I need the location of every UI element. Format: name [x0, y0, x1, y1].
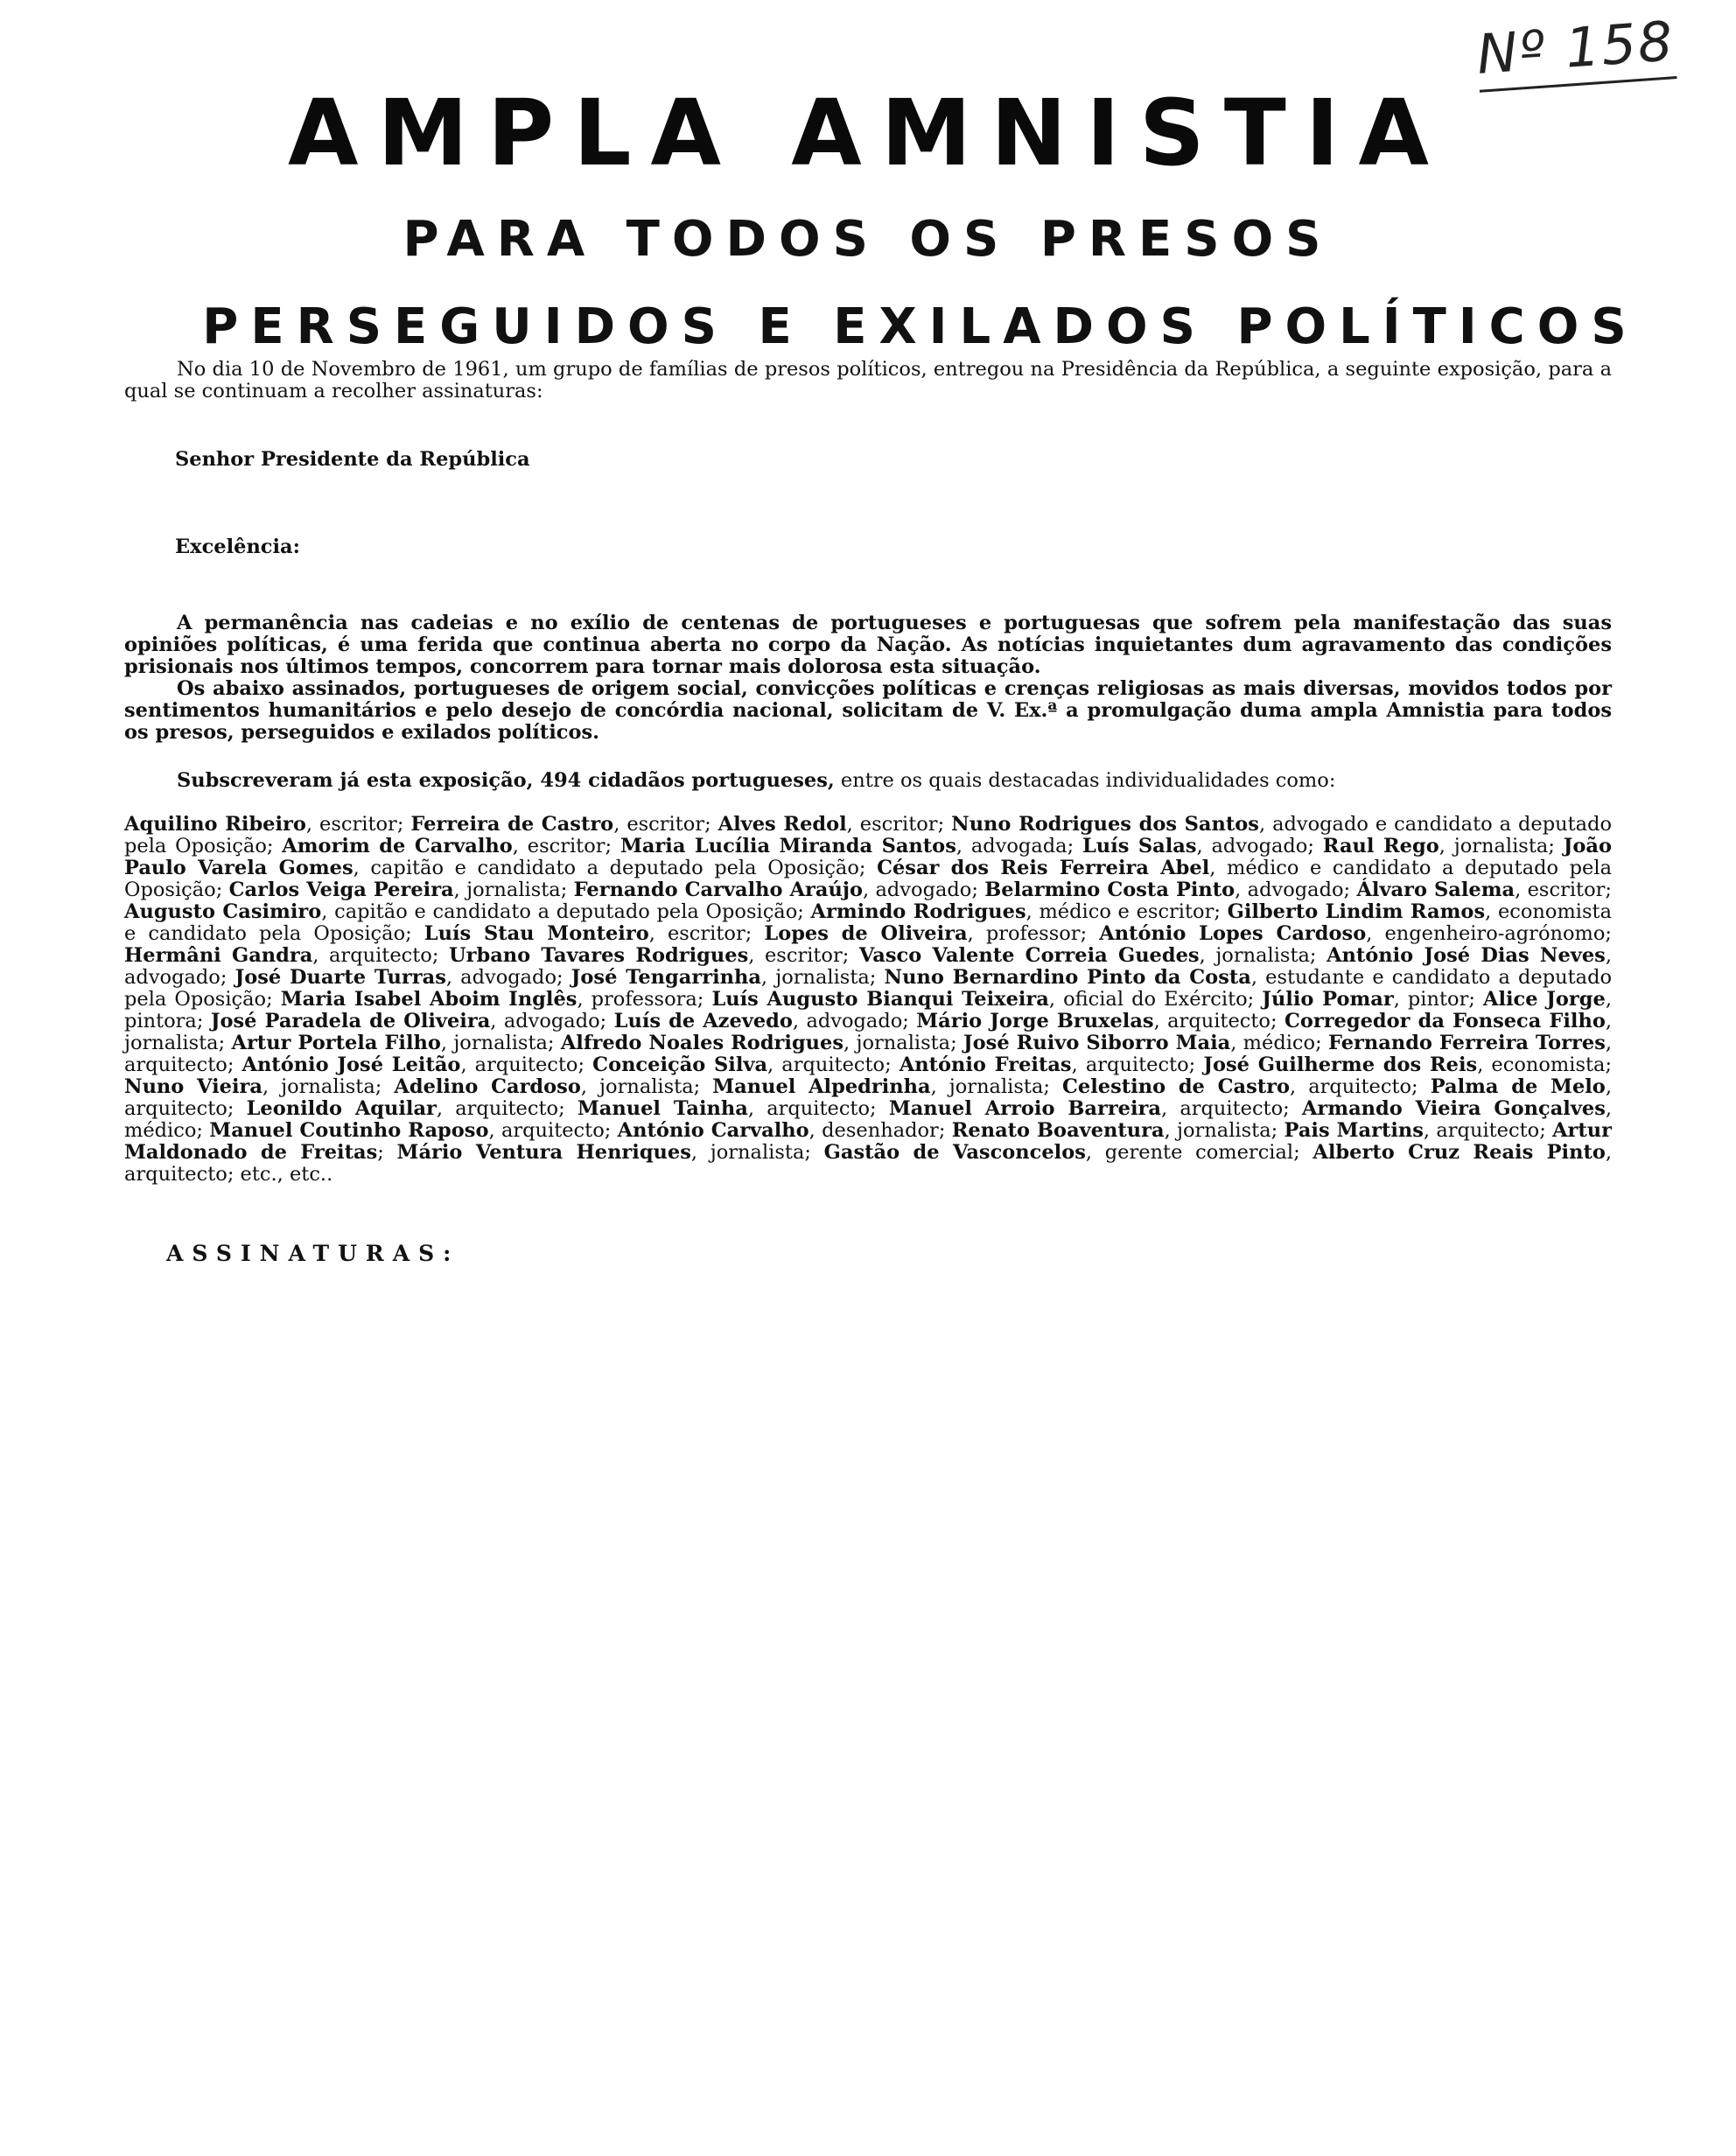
signatory-name: Corregedor da Fonseca Filho	[1284, 1010, 1606, 1032]
signatory-role: , escritor	[846, 813, 938, 836]
signatory-name: José Ruivo Siborro Maia	[963, 1032, 1231, 1054]
signatory-role: , professora	[577, 988, 697, 1011]
signatory-name: Amorim de Carvalho	[282, 835, 513, 858]
signatory-role: , advogada	[956, 835, 1068, 858]
signatory-role: , arquitecto	[1160, 1097, 1284, 1120]
signatory-item: António Carvalho, desenhador;	[617, 1119, 952, 1142]
signatory-item: João Paulo Varela Gomes, capitão e candidato a deputado pela Oposição;	[124, 835, 1612, 879]
signatory-name: Palma de Melo	[1430, 1075, 1606, 1098]
signatory-role: , jornalista	[453, 878, 561, 901]
signatory-item: Carlos Veiga Pereira, jornalista;	[228, 878, 574, 901]
signatory-item: Luís de Azevedo, advogado;	[613, 1010, 917, 1032]
signatory-item: José Guilherme dos Reis, economista;	[1203, 1054, 1613, 1076]
signatory-item: Álvaro Salema, escritor;	[1356, 878, 1612, 901]
signatory-name: Nuno Vieira	[124, 1075, 262, 1098]
signatory-role: , jornalista	[844, 1032, 951, 1054]
signatory-name: José Paradela de Oliveira	[210, 1010, 491, 1032]
title-block	[0, 80, 1736, 355]
title-subtitle-1: PARA TODOS OS PRESOS	[402, 211, 1334, 268]
signatory-name: Maria Isabel Aboim Inglês	[280, 988, 578, 1011]
signatory-name: Gastão de Vasconcelos	[823, 1141, 1086, 1164]
signatory-item: António José Leitão, arquitecto;	[242, 1054, 593, 1076]
signatory-item: Júlio Pomar, pintor;	[1262, 988, 1483, 1011]
signatory-name: António Lopes Cardoso	[1099, 922, 1367, 945]
signatory-item: César dos Reis Ferreira Abel, médico e candidato a deputado pela Oposição;	[124, 857, 1612, 901]
signatory-name: Luís Augusto Bianqui Teixeira	[711, 988, 1049, 1011]
signatory-name: Celestino de Castro	[1062, 1075, 1291, 1098]
signatory-role: , engenheiro-agrónomo	[1366, 922, 1606, 945]
signatory-name: Gilberto Lindim Ramos	[1227, 900, 1486, 923]
signatory-role: , jornalista	[440, 1032, 548, 1054]
signatory-role: , arquitecto	[1153, 1010, 1270, 1032]
signatory-item: Corregedor da Fonseca Filho, jornalista;	[124, 1010, 1612, 1054]
signatory-name: António Carvalho	[617, 1119, 809, 1142]
signatory-role: , professor	[967, 922, 1081, 945]
signatory-item: Manuel Coutinho Raposo, arquitecto;	[209, 1119, 618, 1142]
signatory-item: Alves Redol, escritor;	[718, 813, 952, 836]
signatory-role: , arquitecto	[124, 1141, 1613, 1186]
signatory-item: Adelino Cardoso, jornalista;	[394, 1075, 713, 1098]
signatory-role: , arquitecto	[1290, 1075, 1412, 1098]
signatory-role: , escritor	[748, 944, 843, 967]
signatory-role: , arquitecto	[124, 1075, 1612, 1120]
signatory-item: Alberto Cruz Reais Pinto, arquitecto;	[124, 1141, 1613, 1186]
signatory-name: Armindo Rodrigues	[810, 900, 1026, 923]
signatory-name: Renato Boaventura	[951, 1119, 1165, 1142]
signatory-name: António José Dias Neves	[1326, 944, 1606, 967]
signatory-name: Augusto Casimiro	[124, 900, 322, 923]
signatory-role: , gerente comercial	[1085, 1141, 1294, 1164]
signatory-name: Nuno Rodrigues dos Santos	[951, 813, 1259, 836]
signatory-name: Manuel Arroio Barreira	[888, 1097, 1161, 1120]
signatory-role: , arquitecto	[436, 1097, 559, 1120]
signatory-item: Urbano Tavares Rodrigues, escritor;	[449, 944, 859, 967]
signatory-role: , jornalista	[580, 1075, 694, 1098]
signatory-item: Manuel Tainha, arquitecto;	[577, 1097, 889, 1120]
signatory-role: , arquitecto	[124, 1032, 1613, 1076]
signatory-item: Alice Jorge, pintora;	[124, 988, 1612, 1032]
signatory-name: João Paulo Varela Gomes	[124, 835, 1612, 879]
signatory-item: Artur Maldonado de Freitas;	[124, 1119, 1612, 1164]
signatory-role: , advogado	[124, 944, 1612, 989]
signatory-item: Belarmino Costa Pinto, advogado;	[984, 878, 1357, 901]
signatory-item: Mário Ventura Henriques, jornalista;	[396, 1141, 824, 1164]
signatory-role: , economista e candidato pela Oposição	[124, 900, 1612, 945]
signatory-item: José Paradela de Oliveira, advogado;	[210, 1010, 614, 1032]
signatory-item: Fernando Ferreira Torres, arquitecto;	[124, 1032, 1613, 1076]
signatory-item: Fernando Carvalho Araújo, advogado;	[573, 878, 985, 901]
signatory-role: , arquitecto	[747, 1097, 871, 1120]
title-subtitle-2: PERSEGUIDOS E EXILADOS POLÍTICOS	[202, 298, 1639, 355]
signatory-name: Adelino Cardoso	[394, 1075, 581, 1098]
signatory-role: , advogado	[490, 1010, 600, 1032]
signatory-role: , arquitecto	[1423, 1119, 1540, 1142]
signatory-name: Leonildo Aquilar	[246, 1097, 437, 1120]
document-body	[124, 359, 1612, 1186]
signatory-name: Manuel Tainha	[577, 1097, 748, 1120]
signatory-name: César dos Reis Ferreira Abel	[877, 857, 1210, 879]
signatory-role: , escritor	[613, 813, 705, 836]
subscribed-paragraph	[124, 770, 1612, 792]
signatory-item: Artur Portela Filho, jornalista;	[231, 1032, 561, 1054]
signatory-role: , escritor	[305, 813, 397, 836]
signatory-item: José Ruivo Siborro Maia, médico;	[963, 1032, 1328, 1054]
signatory-role: , advogado	[1196, 835, 1308, 858]
signatory-name: Manuel Coutinho Raposo	[209, 1119, 489, 1142]
signatory-name: Luís Salas	[1082, 835, 1197, 858]
signatory-item: Ferreira de Castro, escritor;	[410, 813, 718, 836]
signatory-name: Artur Portela Filho	[231, 1032, 441, 1054]
signatory-item: Manuel Arroio Barreira, arquitecto;	[888, 1097, 1302, 1120]
signatory-name: Lopes de Oliveira	[764, 922, 968, 945]
signatory-role: , jornalista	[930, 1075, 1044, 1098]
signatory-role: , capitão e candidato a deputado pela Oposição	[321, 900, 798, 923]
signatory-role: , advogado e candidato a deputado pela Oposição	[124, 813, 1613, 858]
signatory-item: António José Dias Neves, advogado;	[124, 944, 1612, 989]
signatory-name: Vasco Valente Correia Guedes	[858, 944, 1200, 967]
signatory-role: , arquitecto	[460, 1054, 578, 1076]
signatory-name: Alves Redol	[718, 813, 847, 836]
signatory-name: Artur Maldonado de Freitas	[124, 1119, 1612, 1164]
signatory-name: Alice Jorge	[1482, 988, 1606, 1011]
signatory-item: José Duarte Turras, advogado;	[234, 966, 571, 989]
signatory-role: , jornalista	[262, 1075, 375, 1098]
petition-paragraph-2: Os abaixo assinados, portugueses de origem social, convicções políticas e crenças religiosas as mais diversas, movidos todos por sentimentos humanitários e pelo desejo de concórdia nacional, solicitam de V. Ex.ª a promulgação duma ampla Amnistia para todos os presos, perseguidos e exilados políticos.	[124, 677, 1612, 744]
signatory-role: , advogado	[1235, 878, 1344, 901]
signatures-label: ASSINATURAS:	[166, 1241, 460, 1266]
signatory-item: Leonildo Aquilar, arquitecto;	[246, 1097, 578, 1120]
signatory-item: Nuno Bernardino Pinto da Costa, estudante e candidato a deputado pela Oposição;	[124, 966, 1613, 1011]
signatory-role: , jornalista	[760, 966, 870, 989]
signatory-item: Luís Augusto Bianqui Teixeira, oficial do Exército;	[711, 988, 1263, 1011]
signatory-item: Alfredo Noales Rodrigues, jornalista;	[560, 1032, 963, 1054]
signatory-item: Pais Martins, arquitecto;	[1284, 1119, 1553, 1142]
signatory-item: José Tengarrinha, jornalista;	[570, 966, 885, 989]
signatory-role: , jornalista	[124, 1010, 1612, 1054]
signatory-name: Álvaro Salema	[1356, 878, 1516, 901]
signatory-item: António Freitas, arquitecto;	[899, 1054, 1204, 1076]
signatory-name: Maria Lucília Miranda Santos	[620, 835, 956, 858]
signatory-item: Manuel Alpedrinha, jornalista;	[712, 1075, 1063, 1098]
signatory-role: , jornalista	[1438, 835, 1549, 858]
signatory-name: Fernando Carvalho Araújo	[573, 878, 863, 901]
signatory-item: Vasco Valente Correia Guedes, jornalista;	[858, 944, 1327, 967]
signatory-role: , estudante e candidato a deputado pela Oposição	[124, 966, 1613, 1011]
signatory-role: , advogado	[862, 878, 972, 901]
signatory-role: , médico	[1230, 1032, 1316, 1054]
signatory-name: Luís de Azevedo	[613, 1010, 793, 1032]
signatory-item: Celestino de Castro, arquitecto;	[1062, 1075, 1431, 1098]
signatory-name: Carlos Veiga Pereira	[228, 878, 454, 901]
signatory-role: , arquitecto	[312, 944, 432, 967]
petition-paragraph-1: A permanência nas cadeias e no exílio de centenas de portugueses e portuguesas que sofrem pela manifestação das suas opiniões políticas, é uma ferida que continua aberta no corpo da Nação. As notícias inquietantes dum agravamento das condições prisionais nos últimos tempos, concorrem para tornar mais dolorosa esta situação.	[124, 612, 1612, 678]
signatory-role: , médico e candidato a deputado pela Oposição	[124, 857, 1612, 901]
signatory-item: Gastão de Vasconcelos, gerente comercial;	[823, 1141, 1313, 1164]
signatory-role: , advogado	[445, 966, 557, 989]
signatory-name: José Guilherme dos Reis	[1203, 1054, 1478, 1076]
signatory-name: Conceição Silva	[592, 1054, 768, 1076]
signatory-item: Aquilino Ribeiro, escritor;	[124, 813, 411, 836]
signatory-name: Urbano Tavares Rodrigues	[449, 944, 749, 967]
signatory-role: , arquitecto	[488, 1119, 605, 1142]
signatory-name: Manuel Alpedrinha	[712, 1075, 931, 1098]
signatory-item: Maria Lucília Miranda Santos, advogada;	[620, 835, 1082, 858]
signatory-item: Armindo Rodrigues, médico e escritor;	[810, 900, 1228, 923]
signatory-name: Mário Jorge Bruxelas	[916, 1010, 1154, 1032]
signatory-item: Maria Isabel Aboim Inglês, professora;	[280, 988, 712, 1011]
signatory-item: Mário Jorge Bruxelas, arquitecto;	[916, 1010, 1284, 1032]
signatory-name: José Duarte Turras	[234, 966, 446, 989]
signatory-name: Mário Ventura Henriques	[396, 1141, 691, 1164]
signatory-role: , advogado	[792, 1010, 903, 1032]
signatory-name: Hermâni Gandra	[124, 944, 313, 967]
signatory-role: , economista	[1477, 1054, 1606, 1076]
signatory-item: Palma de Melo, arquitecto;	[124, 1075, 1612, 1120]
signatory-item: Nuno Vieira, jornalista;	[124, 1075, 395, 1098]
intro-paragraph: No dia 10 de Novembro de 1961, um grupo de famílias de presos políticos, entregou na Presidência da República, a seguinte exposição, para a qual se continuam a recolher assinaturas:	[124, 358, 1612, 402]
signatory-item: Luís Stau Monteiro, escritor;	[424, 922, 765, 945]
signatory-role: , jornalista	[690, 1141, 805, 1164]
signatories-ending: etc., etc..	[240, 1163, 333, 1186]
signatory-role: , pintor	[1393, 988, 1469, 1011]
title-main: AMPLA AMNISTIA	[288, 80, 1448, 186]
signatory-item: Hermâni Gandra, arquitecto;	[124, 944, 449, 967]
signatory-role: , oficial do Exército	[1048, 988, 1248, 1011]
signatory-role: , pintora	[124, 988, 1612, 1032]
signatory-item: Nuno Rodrigues dos Santos, advogado e candidato a deputado pela Oposição;	[124, 813, 1613, 858]
page-number: Nº 158	[1475, 9, 1677, 93]
signatory-name: Luís Stau Monteiro	[424, 922, 649, 945]
signatory-role: , escritor	[512, 835, 606, 858]
signatory-name: Aquilino Ribeiro	[124, 813, 306, 836]
signatory-role: , escritor	[648, 922, 746, 945]
signatory-name: Pais Martins	[1284, 1119, 1424, 1142]
signatory-role: , médico	[124, 1097, 1613, 1142]
signatory-item: Lopes de Oliveira, professor;	[764, 922, 1100, 945]
subscribed-bold: Subscreveram já esta exposição, 494 cidadãos portugueses,	[177, 769, 835, 792]
salutation-excellency: Excelência:	[175, 535, 300, 558]
signatory-name: Raul Rego	[1322, 835, 1439, 858]
signatory-item: Conceição Silva, arquitecto;	[592, 1054, 900, 1076]
signatory-role: , capitão e candidato a deputado pela Oposição	[353, 857, 859, 879]
signatory-role: , desenhador	[808, 1119, 939, 1142]
signatory-role: , escritor	[1515, 878, 1606, 901]
signatory-role: , arquitecto	[1071, 1054, 1189, 1076]
signatory-name: Nuno Bernardino Pinto da Costa	[884, 966, 1251, 989]
signatory-role: , médico e escritor	[1026, 900, 1214, 923]
signatory-role: , jornalista	[1199, 944, 1310, 967]
signatory-item: Augusto Casimiro, capitão e candidato a deputado pela Oposição;	[124, 900, 811, 923]
signatory-role: , arquitecto	[767, 1054, 886, 1076]
signatory-name: António Freitas	[899, 1054, 1072, 1076]
signatory-name: José Tengarrinha	[570, 966, 761, 989]
signatory-role: , jornalista	[1164, 1119, 1271, 1142]
signatories-list	[124, 814, 1612, 1186]
signatory-item: Amorim de Carvalho, escritor;	[282, 835, 620, 858]
signatory-item: Gilberto Lindim Ramos, economista e candidato pela Oposição;	[124, 900, 1612, 945]
signatory-name: Alberto Cruz Reais Pinto	[1312, 1141, 1606, 1164]
signatory-item: Raul Rego, jornalista;	[1322, 835, 1564, 858]
signatory-name: Belarmino Costa Pinto	[984, 878, 1236, 901]
signatory-name: Fernando Ferreira Torres	[1327, 1032, 1606, 1054]
signatory-name: Júlio Pomar	[1262, 988, 1394, 1011]
signatory-item: António Lopes Cardoso, engenheiro-agrónomo;	[1099, 922, 1612, 945]
signatory-item: Renato Boaventura, jornalista;	[951, 1119, 1284, 1142]
signatory-name: Alfredo Noales Rodrigues	[560, 1032, 844, 1054]
signatory-item: Luís Salas, advogado;	[1082, 835, 1323, 858]
signatory-name: Armando Vieira Gonçalves	[1301, 1097, 1606, 1120]
signatory-name: António José Leitão	[242, 1054, 461, 1076]
signatory-item: Armando Vieira Gonçalves, médico;	[124, 1097, 1613, 1142]
subscribed-rest: entre os quais destacadas individualidades como:	[834, 769, 1336, 792]
salutation-president: Senhor Presidente da República	[175, 447, 530, 471]
signatory-name: Ferreira de Castro	[410, 813, 614, 836]
